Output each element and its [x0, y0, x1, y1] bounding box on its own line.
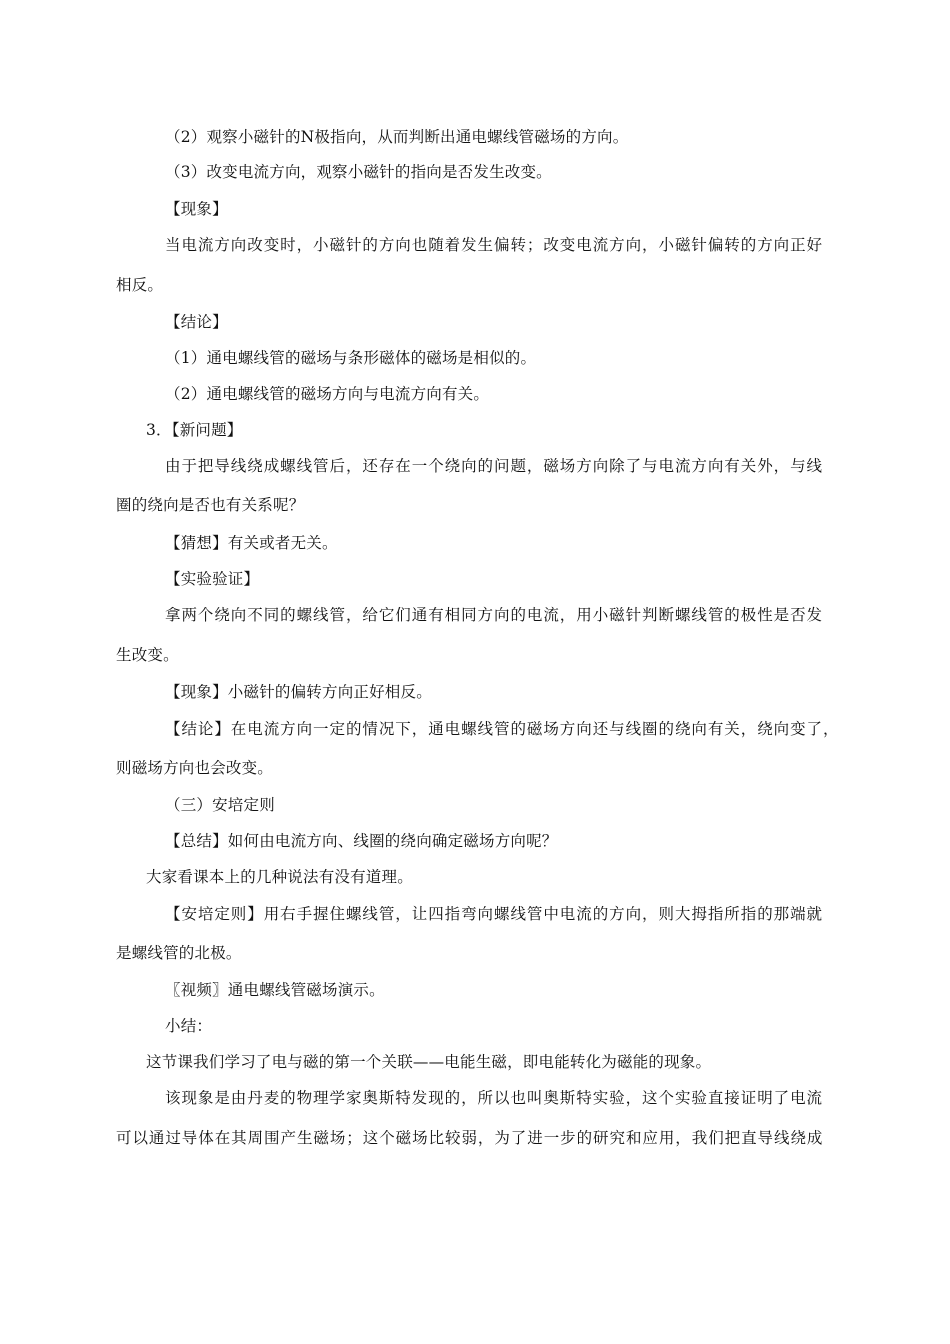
section-heading: （三）安培定则 [165, 796, 275, 814]
section-heading: 【结论】 [165, 313, 228, 331]
text-line: 是螺线管的北极。 [116, 944, 242, 962]
text-line: （1）通电螺线管的磁场与条形磁体的磁场是相似的。 [165, 349, 537, 367]
text-line: 【安培定则】用右手握住螺线管，让四指弯向螺线管中电流的方向，则大拇指所指的那端就 [165, 905, 824, 923]
text-line: 可以通过导体在其周围产生磁场；这个磁场比较弱，为了进一步的研究和应用，我们把直导线绕成 [116, 1129, 824, 1147]
text-line: 生改变。 [116, 646, 179, 664]
text-line: 拿两个绕向不同的螺线管，给它们通有相同方向的电流，用小磁针判断螺线管的极性是否发 [165, 606, 824, 624]
text-line: 当电流方向改变时，小磁针的方向也随着发生偏转；改变电流方向，小磁针偏转的方向正好 [165, 236, 824, 254]
text-line: （2）通电螺线管的磁场方向与电流方向有关。 [165, 385, 490, 403]
text-line: 〖视频〗通电螺线管磁场演示。 [165, 981, 385, 999]
text-line: 圈的绕向是否也有关系呢？ [116, 496, 305, 514]
text-line: 【总结】如何由电流方向、线圈的绕向确定磁场方向呢？ [165, 832, 558, 850]
text-line: 相反。 [116, 276, 164, 294]
text-line: 则磁场方向也会改变。 [116, 759, 274, 777]
text-line: （3）改变电流方向，观察小磁针的指向是否发生改变。 [165, 163, 552, 181]
text-line: 【现象】小磁针的偏转方向正好相反。 [165, 683, 432, 701]
text-line: 该现象是由丹麦的物理学家奥斯特发现的，所以也叫奥斯特实验，这个实验直接证明了电流 [165, 1089, 824, 1107]
text-line: 由于把导线绕成螺线管后，还存在一个绕向的问题，磁场方向除了与电流方向有关外，与线 [165, 457, 824, 475]
section-heading: 【实验验证】 [165, 570, 260, 588]
text-line: 【猜想】有关或者无关。 [165, 534, 338, 552]
text-line: 【结论】在电流方向一定的情况下，通电螺线管的磁场方向还与线圈的绕向有关，绕向变了， [165, 720, 840, 738]
text-line: 大家看课本上的几种说法有没有道理。 [146, 868, 413, 886]
section-heading: 【现象】 [165, 200, 228, 218]
text-line: 这节课我们学习了电与磁的第一个关联——电能生磁，即电能转化为磁能的现象。 [146, 1053, 712, 1071]
text-line: 小结： [165, 1017, 213, 1035]
text-line: （2）观察小磁针的N极指向，从而判断出通电螺线管磁场的方向。 [165, 128, 629, 146]
section-heading: 3．【新问题】 [146, 421, 243, 439]
